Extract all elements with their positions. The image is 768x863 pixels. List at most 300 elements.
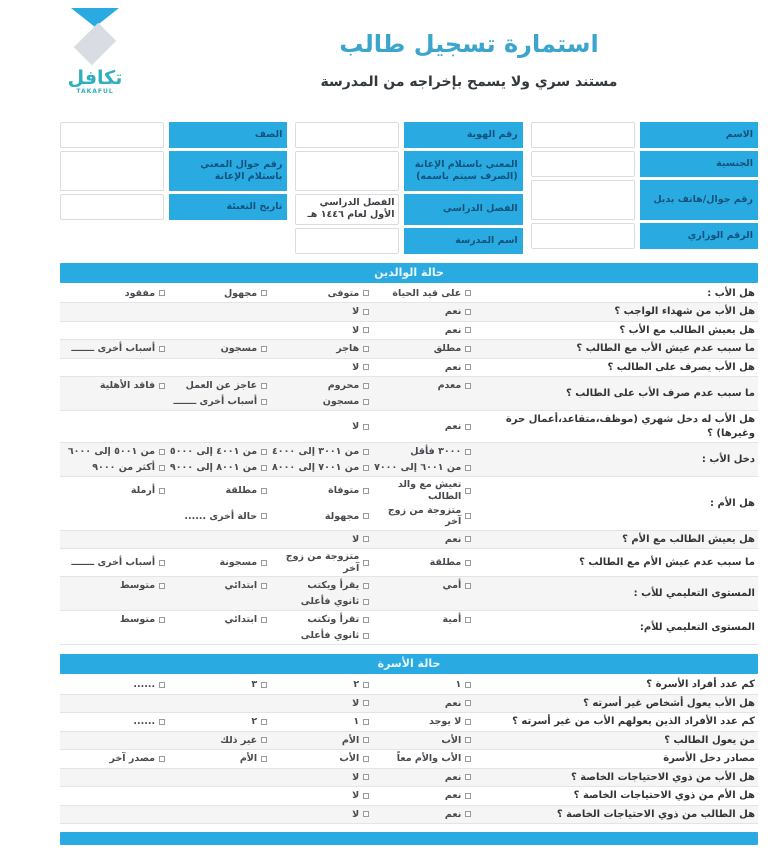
checkbox-icon[interactable] — [261, 682, 267, 688]
checkbox-icon[interactable] — [363, 309, 369, 315]
option[interactable] — [353, 679, 369, 690]
checkbox-icon[interactable] — [465, 465, 471, 471]
checkbox-icon[interactable] — [465, 488, 471, 494]
checkbox-icon[interactable] — [465, 346, 471, 352]
option[interactable] — [352, 534, 369, 545]
option-label: أرملة — [130, 484, 156, 496]
option-label: من ٦٠٠١ إلى ٧٠٠٠ — [374, 461, 462, 473]
option-label: نعم — [444, 533, 462, 545]
option[interactable] — [307, 614, 369, 625]
form-row — [60, 285, 758, 304]
checkbox-icon[interactable] — [159, 465, 165, 471]
checkbox-icon[interactable] — [465, 682, 471, 688]
checkbox-icon[interactable] — [465, 583, 471, 589]
option[interactable] — [445, 421, 471, 432]
info-label: الرقم الوزاري — [640, 223, 758, 249]
option[interactable] — [352, 772, 369, 783]
checkbox-icon[interactable] — [159, 488, 165, 494]
form-row — [60, 806, 758, 825]
info-value-field[interactable] — [531, 151, 635, 177]
question-label: كم عدد الأفراد الذين يعولهم الأب من غير أسرته ؟ — [512, 716, 755, 728]
checkbox-icon[interactable] — [261, 719, 267, 725]
form-section — [60, 654, 758, 824]
info-value-field[interactable] — [531, 122, 635, 148]
option[interactable] — [445, 534, 471, 545]
info-label: رقم الهوية — [404, 122, 522, 148]
option[interactable] — [110, 753, 166, 764]
info-value-field[interactable] — [60, 194, 164, 220]
option-label: غير ذلك — [220, 734, 258, 746]
option[interactable] — [445, 325, 471, 336]
option-label: ابتدائي — [224, 613, 258, 625]
option[interactable] — [353, 716, 369, 727]
option-label: مفقود — [124, 287, 156, 299]
option[interactable] — [455, 679, 471, 690]
form-row — [60, 769, 758, 788]
checkbox-icon[interactable] — [261, 346, 267, 352]
option[interactable] — [307, 580, 369, 591]
checkbox-icon[interactable] — [261, 488, 267, 494]
option-label: لا — [352, 306, 360, 318]
checkbox-icon[interactable] — [363, 560, 369, 566]
option[interactable] — [173, 396, 267, 407]
option[interactable] — [267, 551, 369, 574]
option[interactable] — [445, 772, 471, 783]
checkbox-icon[interactable] — [363, 617, 369, 623]
option[interactable] — [170, 446, 267, 457]
takaful-logo — [60, 8, 130, 95]
option[interactable] — [352, 698, 369, 709]
question-label: ما سبب عدم عيش الأم مع الطالب ؟ — [579, 556, 755, 568]
checkbox-icon[interactable] — [261, 737, 267, 743]
option-label: نعم — [444, 808, 462, 820]
info-label: رقم جوال/هاتف بديل — [640, 180, 758, 220]
checkbox-icon[interactable] — [363, 364, 369, 370]
option[interactable] — [133, 679, 165, 690]
form-row — [60, 377, 758, 411]
checkbox-icon[interactable] — [363, 449, 369, 455]
info-field-row — [60, 122, 287, 148]
option[interactable] — [352, 362, 369, 373]
option-label: مجهول — [223, 287, 258, 299]
info-field-row — [60, 194, 287, 220]
checkbox-icon[interactable] — [363, 700, 369, 706]
option-label: لا — [352, 324, 360, 336]
checkbox-icon[interactable] — [465, 719, 471, 725]
option[interactable] — [220, 735, 267, 746]
checkbox-icon[interactable] — [363, 737, 369, 743]
option-label: الأم — [341, 734, 360, 746]
section-header: حالة الوالدين — [60, 263, 758, 283]
option[interactable] — [224, 288, 267, 299]
info-label: الفصل الدراسي — [404, 194, 522, 225]
checkbox-icon[interactable] — [465, 513, 471, 519]
option-label: فاقد الأهلية — [99, 379, 156, 391]
form-row — [60, 359, 758, 378]
checkbox-icon[interactable] — [465, 756, 471, 762]
checkbox-icon[interactable] — [363, 633, 369, 639]
option-label: مطلقة — [429, 556, 462, 568]
option-label: لا — [352, 790, 360, 802]
info-label: الجنسية — [640, 151, 758, 177]
checkbox-icon[interactable] — [261, 513, 267, 519]
form-row — [60, 411, 758, 443]
option[interactable] — [125, 288, 165, 299]
option[interactable] — [434, 343, 472, 354]
checkbox-icon[interactable] — [465, 811, 471, 817]
checkbox-icon[interactable] — [363, 424, 369, 430]
checkbox-icon[interactable] — [261, 383, 267, 389]
question-label: هل الأم : — [709, 497, 755, 509]
option-label: الأب — [339, 753, 360, 765]
section-header: حالة الأسرة — [60, 654, 758, 674]
option[interactable] — [71, 343, 165, 354]
option-label: مطلقة — [225, 484, 258, 496]
info-field-row — [295, 151, 522, 191]
option-label: حالة أخرى ...... — [184, 510, 258, 522]
option[interactable] — [445, 790, 471, 801]
option[interactable] — [430, 557, 472, 568]
option-label: مسجون — [220, 343, 258, 355]
option[interactable] — [120, 614, 165, 625]
option[interactable] — [429, 716, 471, 727]
checkbox-icon[interactable] — [465, 290, 471, 296]
header-titles — [180, 6, 758, 90]
option[interactable] — [68, 446, 165, 457]
form-row — [60, 303, 758, 322]
info-value-field[interactable] — [295, 122, 399, 148]
option[interactable] — [92, 462, 165, 473]
question-label: هل الأم من ذوي الاحتياجات الخاصة ؟ — [573, 790, 755, 802]
option-label: متوفى — [327, 287, 360, 299]
option-label: لا — [352, 361, 360, 373]
option-label: أمية — [442, 613, 462, 625]
option-label: ٢ — [353, 679, 360, 691]
form-row — [60, 750, 758, 769]
questionnaire-sections — [60, 263, 758, 824]
info-field-row — [531, 151, 758, 177]
info-field-row — [531, 223, 758, 249]
option-label: لا — [352, 533, 360, 545]
option-label: لا — [352, 420, 360, 432]
info-value-field[interactable] — [531, 180, 635, 220]
checkbox-icon[interactable] — [261, 583, 267, 589]
info-field-row — [531, 180, 758, 220]
checkbox-icon[interactable] — [261, 449, 267, 455]
info-field-row — [60, 151, 287, 191]
option-label: متزوجة من زوج آخر — [285, 551, 360, 574]
checkbox-icon[interactable] — [363, 719, 369, 725]
checkbox-icon[interactable] — [159, 560, 165, 566]
option-label: أسباب أخرى ـــــــ — [173, 395, 258, 407]
info-value-field[interactable]: الفصل الدراسي الأول لعام ١٤٤٦ هـ — [295, 194, 399, 225]
info-field-row — [295, 228, 522, 254]
checkbox-icon[interactable] — [465, 793, 471, 799]
option[interactable] — [170, 462, 267, 473]
option-label: أكثر من ٩٠٠٠ — [92, 461, 156, 473]
info-label: الصف — [169, 122, 287, 148]
option[interactable] — [323, 396, 369, 407]
option-label: أسباب أخرى ـــــــ — [71, 343, 156, 355]
option-label: ابتدائي — [224, 579, 258, 591]
info-field-row — [295, 194, 522, 225]
checkbox-icon[interactable] — [363, 536, 369, 542]
question-label: من يعول الطالب ؟ — [664, 734, 755, 746]
option-label: من ٨٠٠١ إلى ٩٠٠٠ — [169, 461, 258, 473]
option[interactable] — [272, 462, 369, 473]
checkbox-icon[interactable] — [363, 488, 369, 494]
option[interactable] — [100, 380, 165, 391]
info-label: رقم جوال المعني باستلام الإعانة — [169, 151, 287, 191]
question-label: هل الأب من ذوي الاحتياجات الخاصة ؟ — [570, 771, 755, 783]
option-label: معدم — [437, 379, 462, 391]
question-label: هل يعيش الطالب مع الأم ؟ — [622, 533, 755, 545]
option-label: نعم — [444, 306, 462, 318]
info-value-field[interactable] — [295, 151, 399, 191]
option-label: نعم — [444, 420, 462, 432]
checkbox-icon[interactable] — [363, 399, 369, 405]
checkbox-icon[interactable] — [363, 346, 369, 352]
option-label: الأم — [239, 753, 258, 765]
form-row — [60, 443, 758, 477]
option[interactable] — [184, 511, 267, 522]
option-label: لا يوجد — [429, 716, 462, 728]
option-label: مسجون — [322, 395, 360, 407]
checkbox-icon[interactable] — [363, 583, 369, 589]
option[interactable] — [131, 485, 165, 496]
checkbox-icon[interactable] — [159, 617, 165, 623]
option-label: من ٤٠٠١ إلى ٥٠٠٠ — [169, 445, 258, 457]
question-label: ما سبب عدم عيش الأب مع الطالب ؟ — [576, 343, 755, 355]
checkbox-icon[interactable] — [159, 383, 165, 389]
option-label: ٣ — [251, 679, 258, 691]
question-label: المستوى التعليمي للأب : — [633, 587, 755, 599]
option[interactable] — [272, 446, 369, 457]
option[interactable] — [352, 790, 369, 801]
logo-diamond-icon — [74, 23, 116, 65]
info-field-row — [531, 122, 758, 148]
checkbox-icon[interactable] — [363, 513, 369, 519]
checkbox-icon[interactable] — [363, 793, 369, 799]
option-label: محروم — [327, 379, 360, 391]
page-header — [60, 6, 758, 110]
checkbox-icon[interactable] — [465, 700, 471, 706]
option[interactable] — [369, 479, 471, 502]
option[interactable] — [445, 809, 471, 820]
option-label: لا — [352, 808, 360, 820]
question-label: المستوى التعليمي للأم: — [639, 621, 755, 633]
checkbox-icon[interactable] — [159, 290, 165, 296]
form-row — [60, 676, 758, 695]
info-group-middle — [295, 122, 522, 254]
option-label: يقرأ ويكتب — [307, 579, 360, 591]
checkbox-icon[interactable] — [363, 774, 369, 780]
checkbox-icon[interactable] — [363, 465, 369, 471]
info-value-field[interactable] — [295, 228, 399, 254]
question-label: هل يعيش الطالب مع الأب ؟ — [619, 324, 755, 336]
option-label: تقرأ وتكتب — [307, 613, 360, 625]
info-field-row — [295, 122, 522, 148]
option[interactable] — [445, 698, 471, 709]
option-label: ثانوي فأعلى — [300, 629, 360, 641]
option[interactable] — [225, 580, 268, 591]
checkbox-icon[interactable] — [159, 756, 165, 762]
option[interactable] — [221, 343, 267, 354]
checkbox-icon[interactable] — [363, 756, 369, 762]
option[interactable] — [186, 380, 268, 391]
option-label: الأب والأم معاً — [396, 753, 462, 765]
option[interactable] — [226, 485, 268, 496]
option-label: عاجز عن العمل — [185, 379, 258, 391]
option[interactable] — [392, 288, 471, 299]
option[interactable] — [219, 557, 267, 568]
info-value-field[interactable] — [60, 151, 164, 191]
next-section-bar — [60, 832, 758, 845]
option[interactable] — [71, 557, 165, 568]
checkbox-icon[interactable] — [261, 465, 267, 471]
confidentiality-notice: مستند سري ولا يسمح بإخراجه من المدرسة — [320, 74, 618, 90]
option-label: نعم — [444, 324, 462, 336]
checkbox-icon[interactable] — [261, 617, 267, 623]
question-label: هل الأب يصرف على الطالب ؟ — [607, 361, 755, 373]
form-row — [60, 322, 758, 341]
option[interactable] — [342, 735, 369, 746]
form-section — [60, 263, 758, 645]
question-label: ما سبب عدم صرف الأب على الطالب ؟ — [565, 387, 755, 399]
option-label: مطلق — [433, 343, 462, 355]
checkbox-icon[interactable] — [465, 449, 471, 455]
checkbox-icon[interactable] — [465, 560, 471, 566]
option-label: على قيد الحياة — [392, 287, 462, 299]
option-label: أمي — [442, 579, 462, 591]
question-label: دخل الأب : — [701, 453, 755, 465]
checkbox-icon[interactable] — [465, 327, 471, 333]
option-label: من ٣٠٠١ إلى ٤٠٠٠ — [272, 445, 360, 457]
option[interactable] — [397, 753, 472, 764]
option[interactable] — [301, 596, 369, 607]
option-label: من ٧٠٠١ إلى ٨٠٠٠ — [272, 461, 360, 473]
option[interactable] — [301, 630, 369, 641]
option-label: نعم — [444, 697, 462, 709]
student-info-table — [60, 122, 758, 254]
option-label: لا — [352, 771, 360, 783]
checkbox-icon[interactable] — [159, 346, 165, 352]
option-label: ٢ — [251, 716, 258, 728]
question-label: مصادر دخل الأسرة — [663, 753, 755, 765]
info-group-left — [60, 122, 287, 254]
checkbox-icon[interactable] — [159, 449, 165, 455]
option[interactable] — [438, 380, 472, 391]
checkbox-icon[interactable] — [363, 290, 369, 296]
option[interactable] — [352, 421, 369, 432]
option[interactable] — [225, 614, 268, 625]
option[interactable] — [328, 288, 370, 299]
option[interactable] — [445, 362, 471, 373]
info-label: المعني باستلام الإعانة (الصرف سيتم باسمه) — [404, 151, 522, 191]
option-label: الأب — [441, 734, 462, 746]
option[interactable] — [352, 306, 369, 317]
form-row — [60, 713, 758, 732]
option-label: متوفاة — [328, 484, 360, 496]
question-label: هل الأب : — [707, 287, 755, 299]
checkbox-icon[interactable] — [363, 599, 369, 605]
info-value-field[interactable] — [531, 223, 635, 249]
option[interactable] — [251, 716, 267, 727]
option[interactable] — [445, 306, 471, 317]
checkbox-icon[interactable] — [363, 811, 369, 817]
checkbox-icon[interactable] — [465, 383, 471, 389]
option[interactable] — [336, 343, 369, 354]
option[interactable] — [240, 753, 267, 764]
option[interactable] — [339, 753, 369, 764]
form-row — [60, 787, 758, 806]
option-label: نعم — [444, 771, 462, 783]
option-label: مجهولة — [324, 510, 360, 522]
checkbox-icon[interactable] — [465, 617, 471, 623]
option-label: متزوجة من زوج آخر — [387, 504, 462, 528]
checkbox-icon[interactable] — [465, 424, 471, 430]
form-row — [60, 695, 758, 714]
option[interactable] — [120, 580, 165, 591]
option[interactable] — [443, 614, 472, 625]
checkbox-icon[interactable] — [465, 536, 471, 542]
option[interactable] — [328, 380, 370, 391]
option-label: ١ — [455, 679, 462, 691]
checkbox-icon[interactable] — [261, 560, 267, 566]
option-label: نعم — [444, 790, 462, 802]
form-row — [60, 611, 758, 645]
option-label: لا — [352, 697, 360, 709]
checkbox-icon[interactable] — [465, 364, 471, 370]
option[interactable] — [328, 485, 369, 496]
checkbox-icon[interactable] — [465, 309, 471, 315]
option-label: هاجر — [336, 343, 360, 355]
form-row — [60, 340, 758, 359]
checkbox-icon[interactable] — [363, 327, 369, 333]
info-group-right — [531, 122, 758, 254]
option[interactable] — [374, 462, 471, 473]
question-label: هل الأب من شهداء الواجب ؟ — [614, 306, 755, 318]
checkbox-icon[interactable] — [261, 399, 267, 405]
option[interactable] — [410, 446, 471, 457]
option[interactable] — [251, 679, 267, 690]
form-row — [60, 531, 758, 550]
checkbox-icon[interactable] — [465, 737, 471, 743]
checkbox-icon[interactable] — [159, 583, 165, 589]
option[interactable] — [443, 580, 472, 591]
checkbox-icon[interactable] — [363, 383, 369, 389]
question-label: كم عدد أفراد الأسرة ؟ — [646, 679, 755, 691]
checkbox-icon[interactable] — [159, 719, 165, 725]
option[interactable] — [352, 325, 369, 336]
option[interactable] — [369, 505, 471, 528]
checkbox-icon[interactable] — [159, 682, 165, 688]
option[interactable] — [325, 511, 369, 522]
checkbox-icon[interactable] — [465, 774, 471, 780]
option[interactable] — [352, 809, 369, 820]
option-label: ٣٠٠٠ فأقل — [410, 445, 462, 457]
info-value-field[interactable] — [60, 122, 164, 148]
checkbox-icon[interactable] — [261, 756, 267, 762]
question-label: هل الأب له دخل شهري (موظف،متقاعد،أعمال حرة وغيرها) ؟ — [505, 414, 755, 439]
logo-name-arabic: تكافل — [67, 67, 123, 89]
checkbox-icon[interactable] — [261, 290, 267, 296]
option[interactable] — [133, 716, 165, 727]
option-label: ١ — [353, 716, 360, 728]
checkbox-icon[interactable] — [363, 682, 369, 688]
question-label: هل الأب يعول أشخاص غير أسرته ؟ — [583, 697, 755, 709]
option[interactable] — [441, 735, 471, 746]
